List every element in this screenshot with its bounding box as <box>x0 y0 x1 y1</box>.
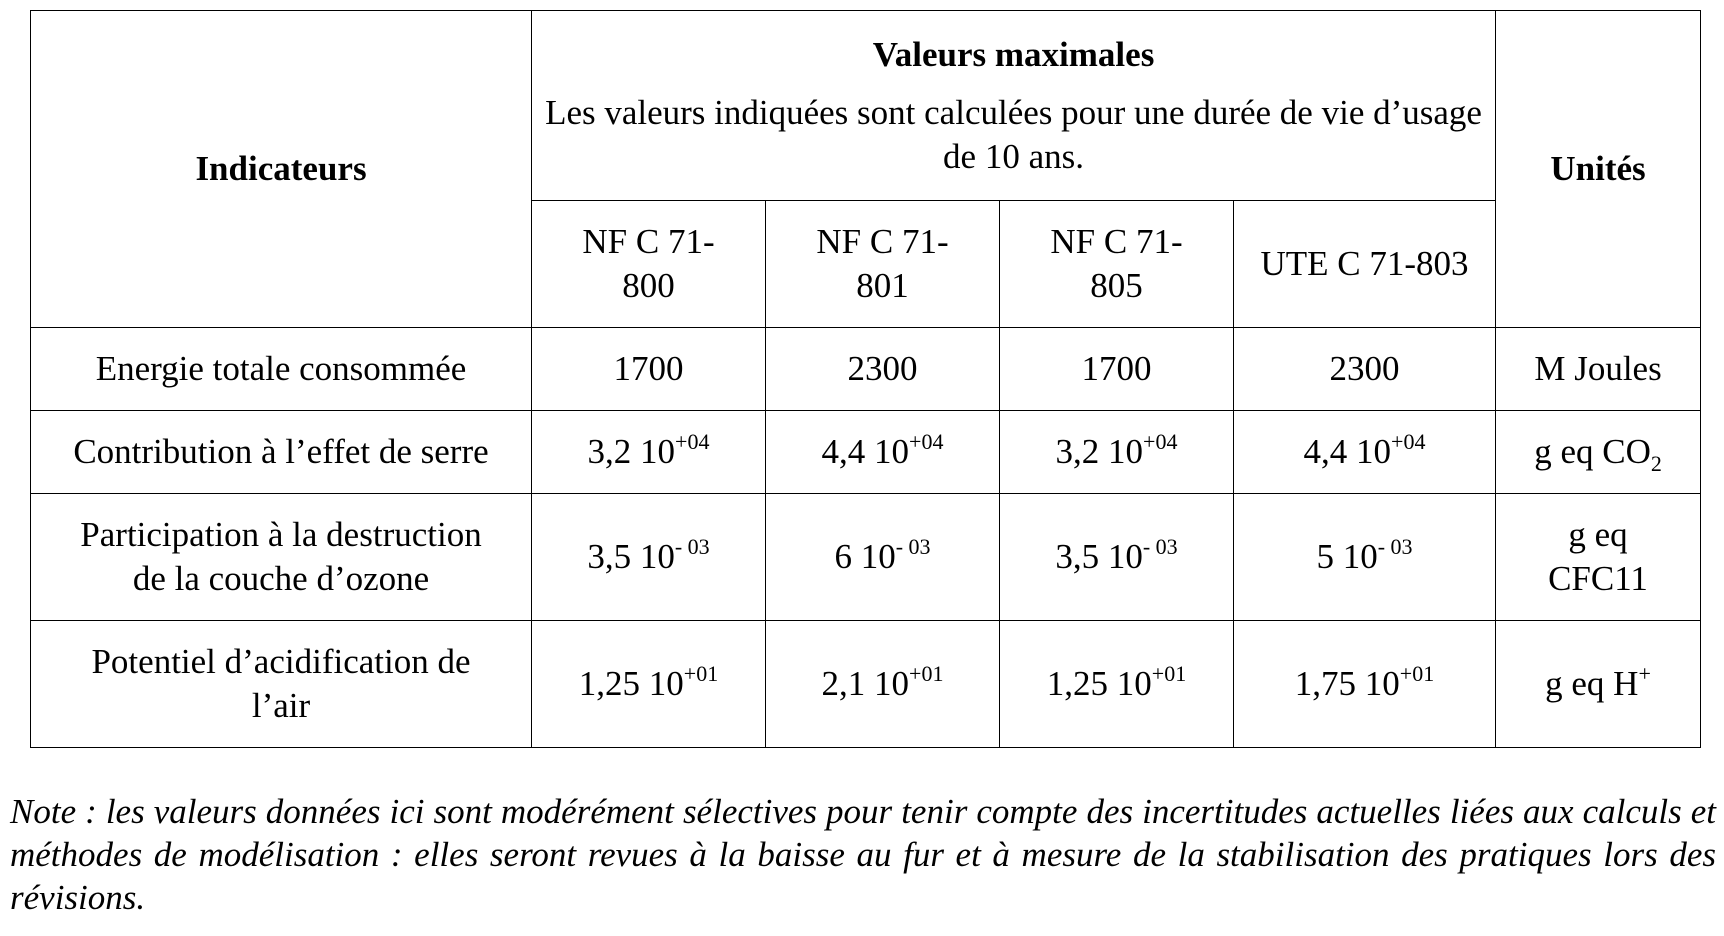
header-standard: NF C 71-805 <box>1000 201 1234 328</box>
row-value: 4,4 $10^{+04}$ <box>766 411 1000 494</box>
header-units: Unités <box>1496 11 1701 328</box>
row-value: 1,75 $10^{+01}$ <box>1234 621 1496 748</box>
row-value: 2300 <box>1234 328 1496 411</box>
row-value: 1700 <box>532 328 766 411</box>
row-unit: g eq CFC11 <box>1496 494 1701 621</box>
row-value: 1,25 $10^{+01}$ <box>532 621 766 748</box>
table-row <box>31 411 1701 494</box>
row-value: 3,5 $10^{- 03}$ <box>532 494 766 621</box>
row-indicator: Potentiel d’acidification de l’air <box>31 621 532 748</box>
row-unit: g eq $CO_2$ <box>1496 411 1701 494</box>
row-value: 3,2 $10^{+04}$ <box>1000 411 1234 494</box>
row-indicator: Energie totale consommée <box>31 328 532 411</box>
table-row <box>31 494 1701 621</box>
header-indicators: Indicateurs <box>31 11 532 328</box>
header-standard: NF C 71-801 <box>766 201 1000 328</box>
row-value: 1700 <box>1000 328 1234 411</box>
row-value: 6 $10^{- 03}$ <box>766 494 1000 621</box>
indicators-table <box>30 10 1701 748</box>
row-value: 2300 <box>766 328 1000 411</box>
header-max-values-title: Valeurs maximales <box>872 34 1155 74</box>
row-unit: g eq H+ <box>1496 621 1701 748</box>
note-paragraph: Note : les valeurs données ici sont modérément sélectives pour tenir compte des incertitudes actuelles liées aux calculs et méthodes de modélisation : elles seront revues à la baisse au fur et à mesure de la stabilisation des pratiques lors des révisions. <box>10 792 1716 917</box>
table-row <box>31 621 1701 748</box>
row-indicator: Contribution à l’effet de serre <box>31 411 532 494</box>
table-row <box>31 328 1701 411</box>
header-standard: UTE C 71-803 <box>1234 201 1496 328</box>
row-value: 5 $10^{- 03}$ <box>1234 494 1496 621</box>
header-max-values-subtitle: Les valeurs indiquées sont calculées pour une durée de vie d’usage de 10 ans. <box>545 92 1482 176</box>
row-unit: M Joules <box>1496 328 1701 411</box>
row-value: 3,2 $10^{+04}$ <box>532 411 766 494</box>
header-max-values <box>532 11 1496 201</box>
row-indicator: Participation à la destruction de la couche d’ozone <box>31 494 532 621</box>
row-value: 3,5 $10^{- 03}$ <box>1000 494 1234 621</box>
row-value: 2,1 $10^{+01}$ <box>766 621 1000 748</box>
header-standard: NF C 71-800 <box>532 201 766 328</box>
row-value: 1,25 $10^{+01}$ <box>1000 621 1234 748</box>
row-value: 4,4 $10^{+04}$ <box>1234 411 1496 494</box>
